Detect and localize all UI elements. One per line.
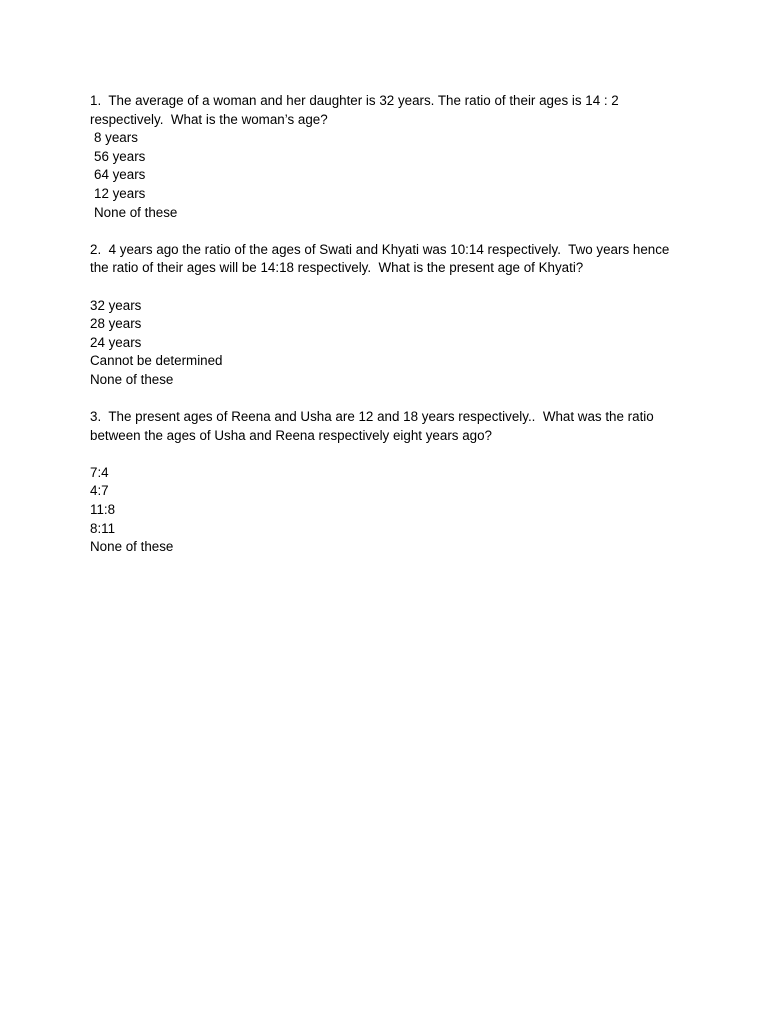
question-2-text: 2. 4 years ago the ratio of the ages of Swati and Khyati was 10:14 respectively. Two years hence the ratio of their ages will be 14:18 respectively. What is the present age of Khyati?: [90, 241, 674, 276]
question-3-option-c: 11:8: [90, 502, 116, 518]
question-1-option-e: None of these: [94, 204, 178, 220]
question-1: [90, 92, 690, 222]
blank-line: [90, 278, 690, 297]
question-3-option-b: 4:7: [90, 483, 109, 499]
question-1-text: 1. The average of a woman and her daughter is 32 years. The ratio of their ages is 14 : 2 respectively. What is the woman’s age?: [90, 93, 623, 127]
question-2-option-c: 24 years: [90, 334, 142, 350]
blank-line: [90, 445, 690, 464]
question-1-option-c: 64 years: [94, 167, 146, 183]
question-3-options: [90, 464, 690, 557]
document-page: [90, 92, 690, 557]
question-3-option-d: 8:11: [90, 520, 116, 536]
question-3: [90, 408, 690, 557]
question-2-options: [90, 297, 690, 390]
question-3-option-a: 7:4: [90, 464, 109, 480]
question-2-option-b: 28 years: [90, 316, 142, 332]
question-1-option-d: 12 years: [94, 185, 146, 201]
question-1-option-b: 56 years: [94, 148, 146, 164]
question-1-options: [90, 129, 690, 222]
question-1-option-a: 8 years: [94, 130, 138, 146]
question-2-option-e: None of these: [90, 371, 174, 387]
question-2-option-a: 32 years: [90, 297, 142, 313]
question-3-text: 3. The present ages of Reena and Usha are 12 and 18 years respectively.. What was the ratio between the ages of Usha and Reena respectively eight years ago?: [90, 409, 658, 443]
question-3-option-e: None of these: [90, 539, 174, 555]
question-2: [90, 241, 690, 390]
question-2-option-d: Cannot be determined: [90, 353, 223, 369]
